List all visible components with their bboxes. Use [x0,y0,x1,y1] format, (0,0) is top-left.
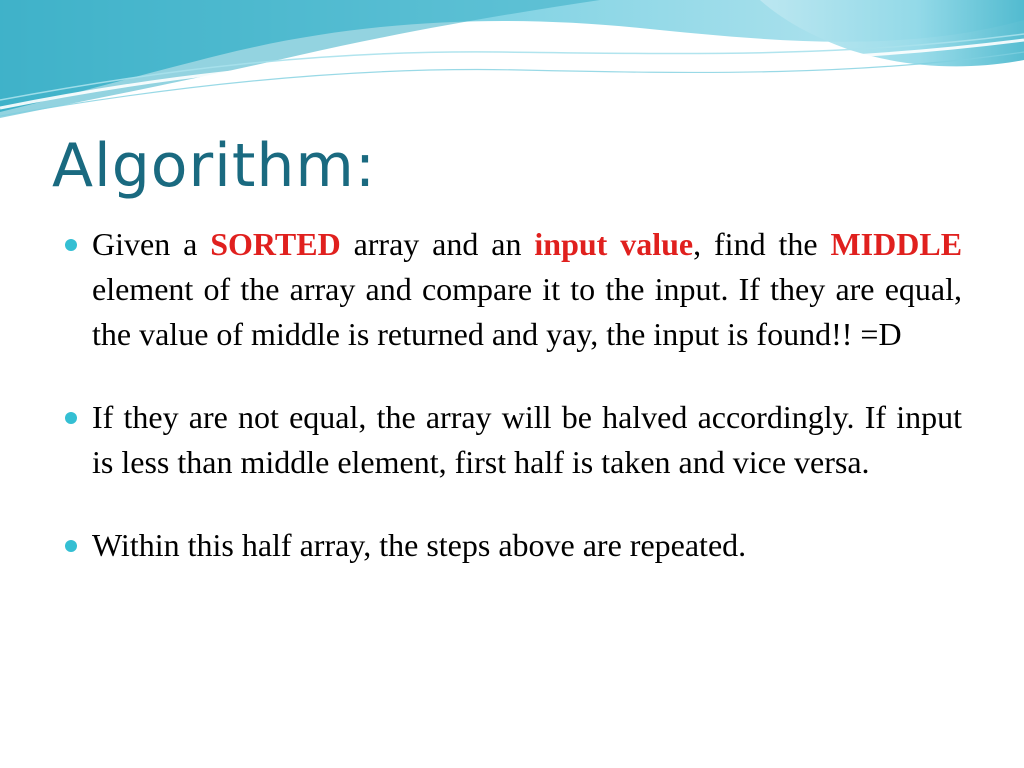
header-wave-decoration [0,0,1024,130]
bullet-list [64,222,962,568]
bullet-dot-icon [65,540,77,552]
bullet-1-text-c: , find the [693,226,831,262]
slide-title: Algorithm: [52,131,377,201]
bullet-1-text-a: Given a [92,226,211,262]
bullet-2-text: If they are not equal, the array will be halved accordingly. If input is less than middle element, first half is taken and vice versa. [92,399,962,480]
bullet-item-1 [64,222,962,357]
bullet-item-3 [64,523,962,568]
keyword-middle: MIDDLE [830,226,963,262]
bullet-dot-icon [65,412,77,424]
bullet-3-text: Within this half array, the steps above are repeated. [92,527,747,563]
bullet-1-text-d: element of the array and compare it to the input. If they are equal, the value of middle is returned and yay, the input is found!! =D [92,271,962,352]
bullet-dot-icon [65,239,77,251]
keyword-input-value: input value [534,226,694,262]
keyword-sorted: SORTED [210,226,341,262]
bullet-1-text-b: array and an [340,226,535,262]
bullet-item-2 [64,395,962,485]
